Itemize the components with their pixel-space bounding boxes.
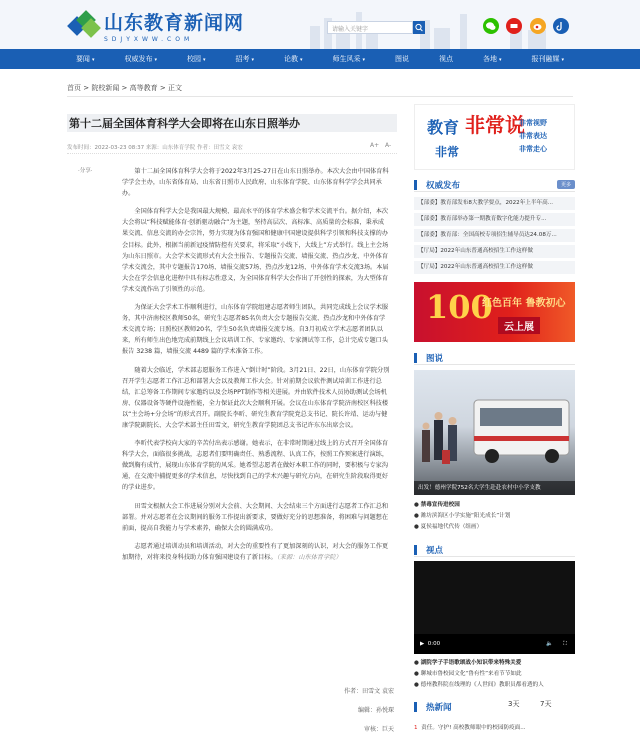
- bus-photo-image: [414, 370, 575, 495]
- article-paragraph: 随着大会临近，学术部志愿服务工作进入“倒计时”阶段。3月21日、22日，山东体育学院分别召开学生志愿者工作汇总和部署大会以及教师工作大会。针对前期会议软件测试培训工作进行总结，汇总筹备工作期间专家邀约以及会场PPT制作等相关进展。并由软件技术人员协助测试会场机房、仪器设备等硬件设施性能，全力保证此次大会顺利开展。会议在山东体育学院济南校区科技楼以“主会场+分会场”的形式召开。副院长李昕、研究生教育学院党总支书记、院长许靖、运动与健康学院副院长、大会学术部主任田雪文，研究生教育学院团总支书记许东东出席会议。: [122, 366, 390, 429]
- article-title: 第十二届全国体育科学大会即将在山东日照举办: [67, 114, 397, 132]
- volume-icon: 🔈: [546, 641, 553, 647]
- site-header: [0, 0, 640, 49]
- video-controls[interactable]: [414, 634, 575, 654]
- main-nav: [0, 49, 640, 69]
- video-player[interactable]: [414, 561, 575, 654]
- douyin-icon[interactable]: [553, 18, 569, 34]
- list-item[interactable]: 【厅局】2022年山东普通高校招生工作这样做: [414, 245, 575, 258]
- search-icon: [413, 21, 425, 34]
- font-smaller-button[interactable]: A-: [385, 142, 392, 149]
- fullscreen-icon: ⛶: [563, 641, 567, 647]
- list-item[interactable]: 【部委】教育部举办第一期教育数字化能力提升专...: [414, 213, 575, 226]
- list-item[interactable]: ● 湖院学子手语歌颂战小知识带来特殊关爱: [414, 660, 522, 666]
- nav-item-regions[interactable]: 各地 ▾: [483, 55, 502, 63]
- site-logo[interactable]: [68, 8, 244, 43]
- news-photo[interactable]: [414, 370, 575, 495]
- list-item[interactable]: ● 潍坊滨海区小学实施“阳光成长”计划: [414, 513, 511, 519]
- list-item[interactable]: 【厅局】2022年山东普通高校招生工作这样做: [414, 261, 575, 274]
- article-body: [122, 166, 390, 570]
- editor-line: 编辑：孙悦琛: [357, 707, 394, 714]
- nav-item-photos[interactable]: 图说: [395, 55, 410, 63]
- breadcrumb[interactable]: 首页 > 院校新闻 > 高等教育 > 正文: [67, 84, 182, 92]
- list-item[interactable]: ● 夏侯福地代代传（组画）: [414, 524, 483, 530]
- list-item[interactable]: 1 责任。守护! 高校教师眼中的校园防疫面...: [414, 725, 526, 731]
- nav-item-campus[interactable]: 校园 ▾: [186, 55, 206, 63]
- list-item[interactable]: 【部委】教育部发布8大教学要点，2022年上半年高...: [414, 197, 575, 210]
- app-icon[interactable]: [506, 18, 522, 34]
- nav-item-exam[interactable]: 招考 ▾: [235, 55, 254, 63]
- video-time: 0:00: [427, 641, 441, 647]
- nav-item-people[interactable]: 师生风采 ▾: [332, 55, 366, 63]
- nav-item-viewpoint[interactable]: 视点: [439, 55, 454, 63]
- section-authority: [414, 178, 575, 192]
- more-button[interactable]: 更多: [557, 180, 575, 189]
- weibo-icon[interactable]: [530, 18, 546, 34]
- list-item[interactable]: 【部委】教育部：全国高校专项招生辅导员达24.08万...: [414, 229, 575, 242]
- article-paragraph: 全国体育科学大会是我国最大规模、最高水平的体育学术盛会和学术交流平台。据介绍，本次大会将以“科技赋能体育·创新驱动融合”为主题，坚持高层次、高标准、高质量的会标准，秉承成果交流、信息交流的办会宗旨，努力实现为体育强国和健康中国建设提供科学引领和科技支撑的办会目标。此外，根据当前新冠疫情防控有关要求，将采取“小线下，大线上”方式举行。线上主会场为山东日照市。大会学术交流形式有大会主报告、专题报告交流、墙报交流、热点沙龙、中外体育学术交流会，其中专题报告170场、墙报交流57场、热点沙龙12场、中外体育学术交流3场。本届大会在学会信息化进程中具有标志性意义，为全国体育科学大会作出了开创性的探索，为大型体育学术交流作出了引领性的示范。: [122, 208, 389, 293]
- wechat-icon[interactable]: [483, 18, 499, 34]
- list-item[interactable]: ● 德州教科院在线理的《人世间》教职员都看透的人: [414, 682, 544, 688]
- site-title: 山东教育新闻网: [104, 12, 245, 34]
- section-title: 权威发布: [426, 181, 461, 191]
- article-source: （来源：山东体育学院）: [276, 553, 342, 561]
- section-viewpoint: [414, 543, 575, 557]
- nav-item-authority[interactable]: 权威发布 ▾: [124, 55, 157, 63]
- article-paragraph: 田雪文根据大会工作进展分别对大会前、大会期间、大会结束三个方面进行志愿者工作汇总和部署。并对志愿者在会议期间的服务工作提出新要求，要做好充分的思想准备，将困难与问题想在前面，提高自我能力与学术素养，确保大会的圆满成功。: [122, 502, 389, 532]
- reviewer-line: 审核：巨天: [363, 726, 394, 733]
- edu-talk-banner[interactable]: 教育 非常说 非常 非常视野 非常表达 非常走心: [414, 104, 575, 170]
- font-larger-button[interactable]: A+: [370, 142, 380, 149]
- tab-3days[interactable]: 3天: [508, 700, 520, 708]
- article-paragraph: 志愿者通过培训动员和培训活动，对大会的重要性有了更加深刻的认识，对大会的服务工作更加期待，对将来投身科技助力体育强国建设有了新目标。（来源：山东体育学院）: [122, 542, 389, 561]
- logo-mark-icon: [68, 12, 100, 40]
- section-hot: [414, 700, 494, 714]
- section-photos: [414, 351, 575, 365]
- photo-caption[interactable]: 出发！德州学院752名大学生赴赴农村中小学支教: [414, 481, 575, 495]
- section-title: 热新闻: [426, 703, 452, 713]
- article-paragraph: 李昕代表学校向大家的辛苦付出表示感谢。她表示，在非常时期通过线上的方式召开全国体育科学大会，面临很多挑战，志愿者们要明确责任、熟悉流程、认真工作，按照工作预案进行演练，做到胸有成竹，展现山东体育学院的风采。她希望志愿者在做好本职工作的同时，要积极与专家沟通，在交流中捕捉更多的学术信息，尽快找到自己的学术兴趣与研究方向，在研究生阶段取得更好的学业进步。: [122, 440, 389, 492]
- party-centenary-banner[interactable]: 100 红色百年 鲁教初心 云上展: [414, 282, 575, 342]
- divider: [67, 153, 397, 154]
- nav-item-media[interactable]: 报刊融媒 ▾: [531, 55, 565, 63]
- site-subtitle: SDJYXWW.COM: [104, 36, 194, 43]
- article-paragraph: 为保证大会学术工作顺利进行，山东体育学院组建志愿者师生团队，共同完成线上会议学术服务，其中济南校区教师50名，研究生志愿者85名负责大会专题报告交流、热点沙龙和中外体育学术交流专场；日照校区教师20名，学生50名负责墙报交流专场。自3月初成立学术志愿者团队以来，所有师生出色地完成前期线上会议培训工作、专家邀约、专家测试等工作，总计完成专题口头报告 3238 篇，墙报交流 4489 篇的学术准备工作。: [122, 304, 389, 356]
- divider: [67, 96, 573, 97]
- list-item[interactable]: ● 聊城市鲁校园文化“鲁有性”来看节节如此: [414, 671, 522, 677]
- article-paragraph: 第十二届全国体育科学大会将于2022年3月25-27日在山东日照举办。本次大会由中国体育科学学会主办，山东省体育局、山东省日照市人民政府、山东体育学院、山东体育科学学会共同承办。: [122, 168, 389, 198]
- search-button[interactable]: [413, 21, 425, 34]
- search-input[interactable]: 请输入关键字: [327, 21, 413, 34]
- list-item[interactable]: ● 禁毒宣传进校园: [414, 502, 460, 508]
- section-title: 图说: [426, 354, 444, 364]
- nav-item-news[interactable]: 要闻 ▾: [75, 55, 95, 63]
- article-meta: 发布时间：2022-03-23 08:37 来源：山东体育学院 作者：田雪文 袁宏: [67, 145, 243, 151]
- play-icon: ▶: [420, 641, 425, 647]
- tab-7days[interactable]: 7天: [540, 700, 552, 708]
- nav-item-discussion[interactable]: 论教 ▾: [284, 55, 303, 63]
- section-title: 视点: [426, 546, 444, 556]
- author-line: 作者：田雪文 袁宏: [344, 688, 394, 695]
- share-label[interactable]: ·分享·: [78, 168, 93, 174]
